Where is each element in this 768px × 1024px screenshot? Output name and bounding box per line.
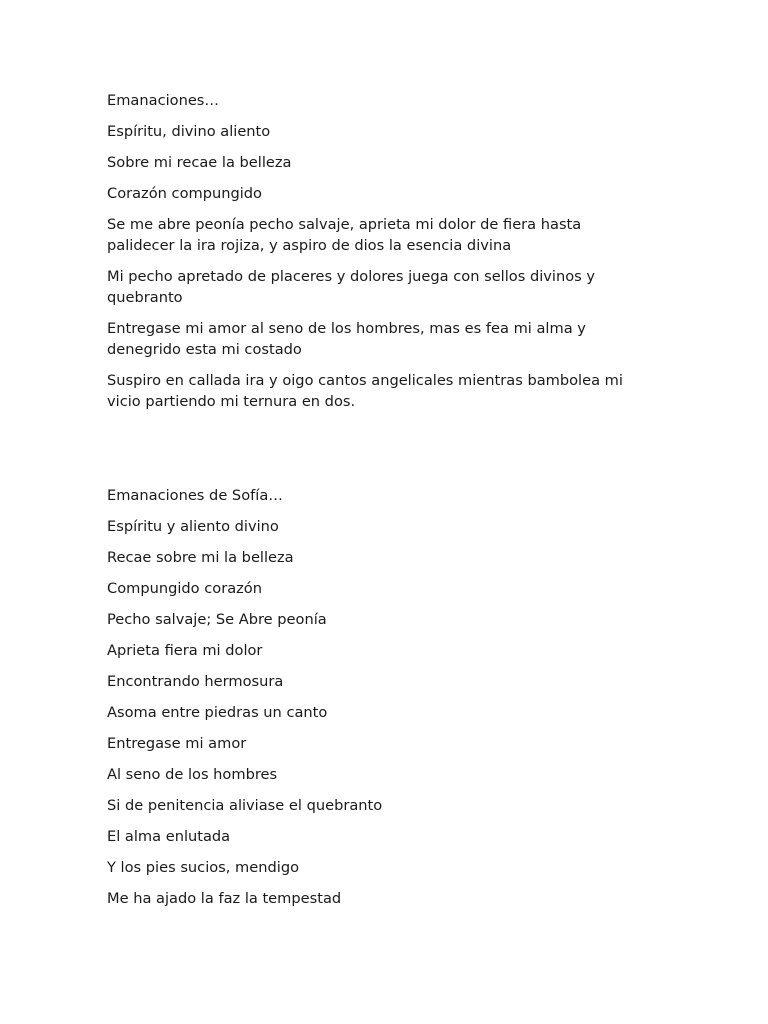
poem-two-line: Encontrando hermosura [107,673,284,690]
poem-one-paragraph: Mi pecho apretado de placeres y dolores juega con sellos divinos y quebranto [107,268,596,306]
poem-two-line: Espíritu y aliento divino [107,518,279,535]
poem-two-line: Entregase mi amor [107,735,247,752]
poem-two-line: Recae sobre mi la belleza [107,549,294,566]
poem-one-paragraph: Espíritu, divino aliento [107,123,271,140]
poem-two-line: Asoma entre piedras un canto [107,704,328,721]
poem-two-line: Si de penitencia aliviase el quebranto [107,797,383,814]
poem-two-line: Aprieta fiera mi dolor [107,642,263,659]
poem-two-line: Y los pies sucios, mendigo [107,859,300,876]
poem-one-paragraph: Se me abre peonía pecho salvaje, aprieta mi dolor de fiera hasta palidecer la ira rojiza, y aspiro de dios la esencia divina [107,216,582,254]
poem-one-paragraph: Sobre mi recae la belleza [107,154,292,171]
poem-two-line: Me ha ajado la faz la tempestad [107,890,342,907]
poem-two-line: Al seno de los hombres [107,766,278,783]
poem-one [107,90,652,422]
poem-two-line: Pecho salvaje; Se Abre peonía [107,611,327,628]
poem-two-line: El alma enlutada [107,828,231,845]
poem-two-title: Emanaciones de Sofía… [107,487,283,504]
poem-one-paragraph: Suspiro en callada ira y oigo cantos angelicales mientras bambolea mi vicio partiendo mi ternura en dos. [107,372,623,410]
poem-one-paragraph: Corazón compungido [107,185,262,202]
poem-two [107,485,652,919]
poem-two-line: Compungido corazón [107,580,262,597]
poem-one-paragraph: Entregase mi amor al seno de los hombres, mas es fea mi alma y denegrido esta mi costado [107,320,586,358]
poem-one-title: Emanaciones… [107,92,220,109]
